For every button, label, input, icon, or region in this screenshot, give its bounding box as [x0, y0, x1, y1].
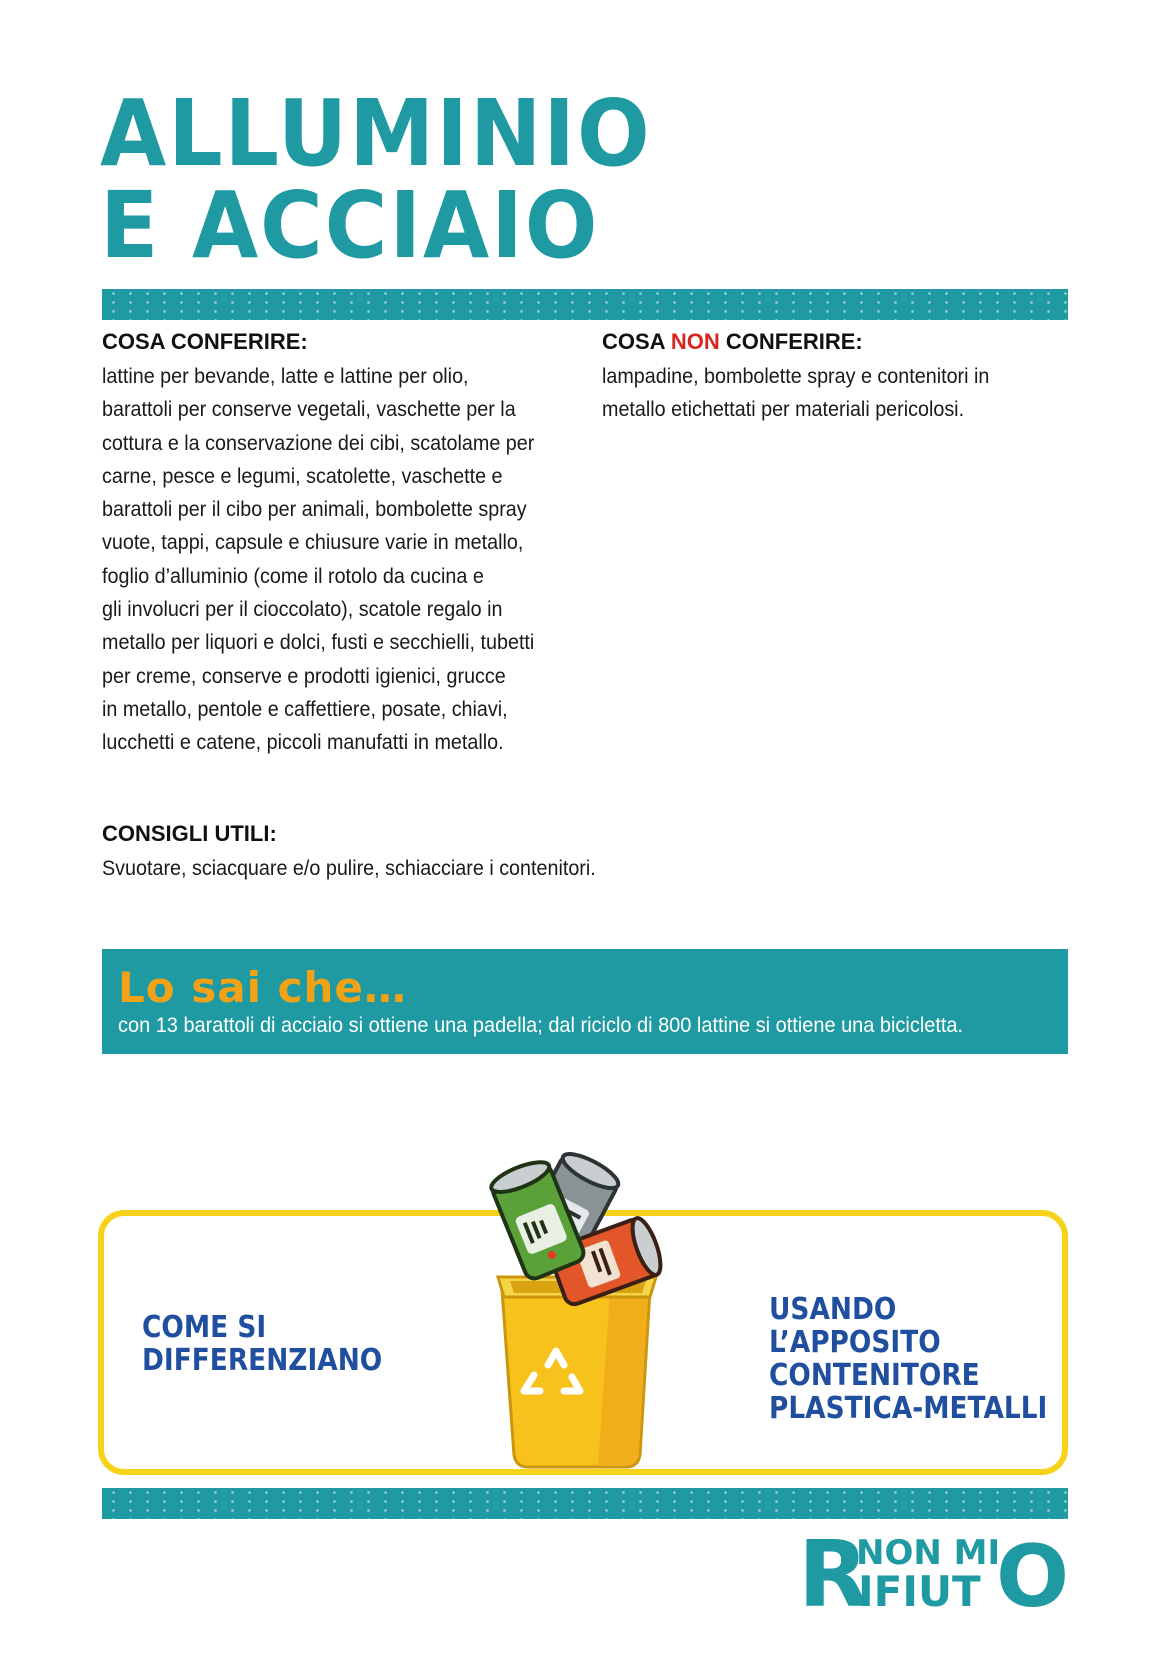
logo-ifiut: IFIUT: [858, 1567, 981, 1612]
cosa-conferire-line: metallo per liquori e dolci, fusti e secchielli, tubetti: [102, 631, 535, 655]
cosa-non-conferire-section: [602, 328, 1072, 427]
come-si-differenziano: [142, 1311, 382, 1377]
page-title: [100, 80, 652, 279]
logo-big-r: R: [798, 1528, 869, 1612]
heading-prefix: COSA: [602, 329, 671, 354]
title-underline-bar: [102, 289, 1068, 320]
cosa-conferire-line: cottura e la conservazione dei cibi, scatolame per: [102, 431, 535, 455]
cosa-conferire-line: barattoli per conserve vegetali, vaschette per la: [102, 398, 516, 422]
cosa-non-conferire-line: metallo etichettati per materiali pericolosi.: [602, 398, 965, 422]
consigli-section: [102, 820, 902, 885]
consigli-text: Svuotare, sciacquare e/o pulire, schiacciare i contenitori.: [102, 857, 596, 880]
cosa-conferire-line: lattine per bevande, latte e lattine per olio,: [102, 365, 469, 388]
title-line-2: E ACCIAIO: [100, 172, 600, 279]
cosa-conferire-line: carne, pesce e legumi, scatolette, vaschette e: [102, 464, 503, 488]
logo-non-mi: NON MI: [856, 1533, 1001, 1573]
cosa-conferire-line: in metallo, pentole e caffettiere, posate, chiavi,: [102, 697, 508, 721]
non-mi-rifiuto-logo: [798, 1528, 1070, 1612]
cosa-non-conferire-heading: [602, 328, 1072, 356]
title-line-1: ALLUMINIO: [100, 80, 652, 187]
usando-line-2: L’APPOSITO: [769, 1325, 941, 1360]
come-si-line-2: DIFFERENZIANO: [142, 1343, 383, 1378]
lo-sai-che-box: [102, 949, 1068, 1054]
cosa-conferire-line: lucchetti e catene, piccoli manufatti in metallo.: [102, 731, 504, 755]
cosa-non-conferire-line: lampadine, bombolette spray e contenitori in: [602, 365, 990, 388]
consigli-heading: CONSIGLI UTILI:: [102, 821, 277, 846]
usando-line-1: USANDO: [769, 1292, 897, 1327]
usando-line-4: PLASTICA-METALLI: [769, 1391, 1048, 1426]
usando-line-3: CONTENITORE: [769, 1358, 980, 1393]
cosa-conferire-line: gli involucri per il cioccolato), scatole regalo in: [102, 598, 503, 622]
cosa-conferire-section: [102, 328, 602, 760]
cosa-conferire-heading: COSA CONFERIRE:: [102, 329, 308, 354]
recycling-bin-illustration: [470, 1125, 700, 1475]
cosa-conferire-line: vuote, tappi, capsule e chiusure varie in metallo,: [102, 531, 524, 555]
logo-graphic: [798, 1528, 1070, 1612]
cosa-conferire-line: barattoli per il cibo per animali, bombolette spray: [102, 498, 527, 522]
cosa-non-conferire-list: [602, 360, 1044, 427]
usando-contenitore: [769, 1293, 1047, 1425]
footer-bar: [102, 1488, 1068, 1519]
heading-non-highlight: NON: [670, 329, 720, 354]
heading-suffix: CONFERIRE:: [719, 329, 863, 354]
cosa-conferire-list: [102, 360, 572, 760]
logo-end-o: O: [996, 1528, 1070, 1612]
lo-sai-che-title: Lo sai che…: [118, 963, 407, 1012]
lo-sai-che-text: con 13 barattoli di acciaio si ottiene una padella; dal riciclo di 800 lattine si ottiene una bicicletta.: [118, 1014, 964, 1037]
cosa-conferire-line: foglio d’alluminio (come il rotolo da cucina e: [102, 564, 484, 588]
cosa-conferire-line: per creme, conserve e prodotti igienici, grucce: [102, 664, 506, 688]
come-si-line-1: COME SI: [142, 1310, 267, 1345]
